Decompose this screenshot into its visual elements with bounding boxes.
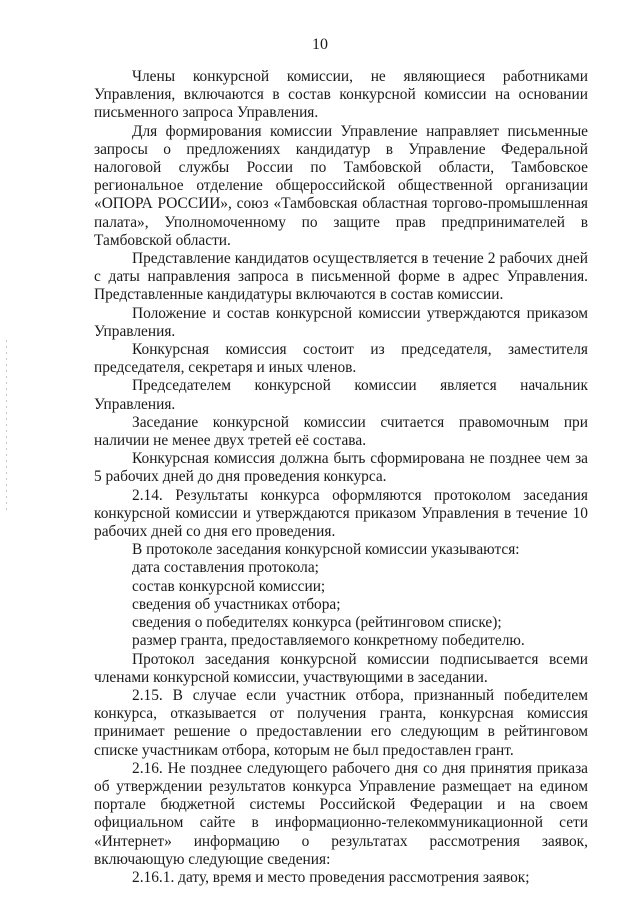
paragraph-commission-composition: Конкурсная комиссия состоит из председателя, заместителя председателя, секретаря и иных членов.	[94, 341, 588, 377]
list-item: дата составления протокола;	[132, 559, 319, 577]
list-item: сведения об участниках отбора;	[132, 595, 341, 613]
list-item: сведения о победителях конкурса (рейтинговом списке);	[132, 614, 502, 632]
paragraph-2-16-1: 2.16.1. дату, время и место проведения рассмотрения заявок;	[132, 868, 530, 886]
list-item: состав конкурсной комиссии;	[132, 577, 326, 595]
paragraph-formation-deadline: Конкурсная комиссия должна быть сформирована не позднее чем за 5 рабочих дней до дня проведения конкурса.	[94, 450, 588, 486]
page-number: 10	[312, 36, 328, 53]
paragraph-candidates-submission: Представление кандидатов осуществляется в течение 2 рабочих дней с даты направления запроса в письменной форме в адрес Управления. Представленные кандидатуры включаются в состав комиссии.	[94, 250, 588, 304]
paragraph-protocol-contents: В протоколе заседания конкурсной комиссии указываются:	[132, 541, 520, 559]
paragraph-2-16: 2.16. Не позднее следующего рабочего дня со дня принятия приказа об утверждении результатов конкурса Управление размещает на едином портале бюджетной системы Российской Федерации и на своем официальном сайте в информационно-телекоммуникационной сети «Интернет» информацию о результатах рассмотрения заявок, включающую следующие сведения:	[94, 759, 588, 868]
paragraph-commission-approval: Положение и состав конкурсной комиссии утверждаются приказом Управления.	[94, 304, 588, 340]
paragraph-chairman: Председателем конкурсной комиссии является начальник Управления.	[94, 377, 588, 413]
paragraph-2-14: 2.14. Результаты конкурса оформляются протоколом заседания конкурсной комиссии и утверждаются приказом Управления в течение 10 рабочих дней со дня его проведения.	[94, 486, 588, 541]
scan-margin-mark	[6, 340, 7, 510]
paragraph-quorum: Заседание конкурсной комиссии считается правомочным при наличии не менее двух третей её состава.	[94, 413, 588, 450]
paragraph-commission-requests: Для формирования комиссии Управление направляет письменные запросы о предложениях кандидатур в Управление Федеральной налоговой службы России по Тамбовской области, Тамбовское региональное отделение общероссийской общественной организации «ОПОРА РОССИИ», союз «Тамбовская областная торгово-промышленная палата», Уполномоченному по защите прав предпринимателей в Тамбовской области.	[94, 122, 588, 249]
list-item: размер гранта, предоставляемого конкретному победителю.	[132, 632, 525, 650]
paragraph-commission-members: Члены конкурсной комиссии, не являющиеся работниками Управления, включаются в состав конкурсной комиссии на основании письменного запроса Управления.	[94, 68, 588, 122]
document-body	[94, 68, 588, 887]
paragraph-protocol-signing: Протокол заседания конкурсной комиссии подписывается всеми членами конкурсной комиссии, участвующими в заседании.	[94, 650, 588, 686]
paragraph-2-15: 2.15. В случае если участник отбора, признанный победителем конкурса, отказывается от получения гранта, конкурсная комиссия принимает решение о предоставлении его следующим в рейтинговом списке участникам отбора, которым не был предоставлен грант.	[94, 686, 588, 759]
